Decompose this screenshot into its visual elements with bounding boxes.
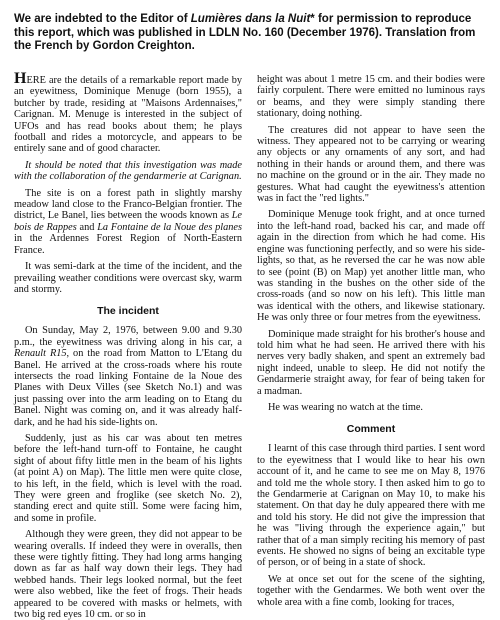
paragraph-note: It should be noted that this investigation was made with the collaboration of the gendarmerie at Carignan. [14, 159, 242, 183]
incident-text: On Sunday, May 2, 1976, between 9.00 and 9.30 p.m., the eyewitness was driving along in his car, a [14, 325, 242, 348]
paragraph-fright: Dominique Menuge took fright, and at once turned into the left-hand road, backed his car, and made off again in the direction from which he had come. His engine was functioning perfectly, and so were his side-lights, so that, as he reversed the car he was now able to see (point (B) on Map) yet another little man, who was standing in the bushes on the other side of the cross-roads (and so now on his left). This little man was identical with the others, and likewise stationary. He was only three or four metres from the eyewitness. [257, 209, 485, 324]
paragraph-continued: height was about 1 metre 15 cm. and their bodies were fairly corpulent. There were emitted no luminous rays or beams, and they were simply standing there stationary, doing nothing. [257, 74, 485, 120]
paragraph-comment-1: I learnt of this case through third parties. I sent word to the eyewitness that I would like to hear his own account of it, and he came to see me on May 8, 1976 and told me the whole story. I then asked him to go to the Gendarmerie at Carignan on May 10, to make his statement. On that day he duly appeared there with me and told his story. He did not give the impression that he was "living through the experience again," but rather that of a man simply reciting his memory of past events. He showed no signs of being an excitable type of person, or of being in a state of shock. [257, 443, 485, 569]
paragraph-creatures: The creatures did not appear to have seen the witness. They appeared not to be carrying or wearing any objects or any ornaments of any sort, and had nothing in their hands or around them, and there was no machine on the ground or in the air. They made no gestures. What had caught the eyewitness's attention was in fact the "red lights." [257, 124, 485, 205]
car-model: Renault R15 [14, 348, 67, 360]
drop-cap: H [14, 70, 27, 87]
wood-name-1: Le bois de Rappes [14, 210, 242, 233]
site-text-end: in the Ardennes Forest Region of North-Eastern France. [14, 233, 242, 256]
paragraph-weather: It was semi-dark at the time of the incident, and the prevailing weather conditions were overcast sky, warm and stormy. [14, 261, 242, 295]
paragraph-site [14, 188, 242, 256]
paragraph-brother: Dominique made straight for his brother's house and told him what he had seen. He arrived there with his nerves very badly shaken, and spent an extremely bad night indeed, unable to sleep. He did not notify the Gendarmerie straight away, for fear of being taken for a madman. [257, 328, 485, 397]
site-text: The site is on a forest path in slightly marshy meadow land close to the Franco-Belgian frontier. The district, Le Banel, lies between the woods known as [14, 187, 242, 222]
paragraph-watch: He was wearing no watch at the time. [268, 401, 423, 413]
opening-text: ERE are the details of a remarkable report made by an eyewitness, Dominique Menuge (born 1955), a butcher by trade, residing at "Maisons Ardennaises," Carignan. M. Menuge is interested in the subject of UFOs and has read books about them; he plays football and rides a motorcycle, and appears to be entirely sane and of good character. [14, 75, 242, 155]
site-conjunction: and [76, 221, 98, 233]
paragraph-opening [14, 70, 242, 155]
incident-text-end: , on the road from Matton to L'Etang du Banel. He arrived at the cross-roads where his route intersects the road linking Fontaine de la Noue des Planes with Deux Villes (see Sketch No.1) and was just passing over into the arm leading on to Etang du Banel. Night was coming on, and it was already half-dark, and he had his side-lights on. [14, 348, 242, 428]
paragraph-comment-2: We at once set out for the scene of the sighting, together with the Gendarmes. We both went over the whole area with a fine comb, looking for traces, [257, 573, 485, 608]
intro-text-continued: * for permission to reproduce this report, which was published in LDLN No. 160 (December 1976). Translation from the French by Gordon Creighton. [14, 13, 476, 52]
intro-paragraph [14, 13, 484, 54]
paragraph-incident-2: Suddenly, just as his car was about ten metres before the left-hand turn-off to Fontaine, he caught sight of about fifty little men in the beam of his lights (at point A) on Map). The little men were quite close, to his left, in the field, which is level with the road. They were green and froglike (see sketch No. 2), standing erect and quite still. Some were facing him, and some in profile. [14, 432, 242, 524]
left-column [14, 70, 242, 620]
intro-text: We are indebted to the Editor of [14, 13, 191, 25]
wood-name-2: La Fontaine de la Noue des planes [97, 221, 242, 233]
publication-title: Lumières dans la Nuit [190, 13, 311, 25]
section-heading-comment: Comment [346, 423, 396, 436]
paragraph-incident-1 [14, 325, 242, 428]
paragraph-incident-3: Although they were green, they did not appear to be wearing overalls. If indeed they were in overalls, then these were tightly fitting. They had long arms hanging down as far as half way down their legs. They had webbed hands. Their legs looked normal, but the feet were also webbed, like the feet of frogs. Their heads appeared to be covered with masks or helmets, with two big red eyes 10 cm. or so in [14, 529, 242, 620]
right-column [257, 74, 485, 608]
section-heading-incident: The incident [97, 305, 159, 318]
intro-credit [14, 13, 484, 54]
